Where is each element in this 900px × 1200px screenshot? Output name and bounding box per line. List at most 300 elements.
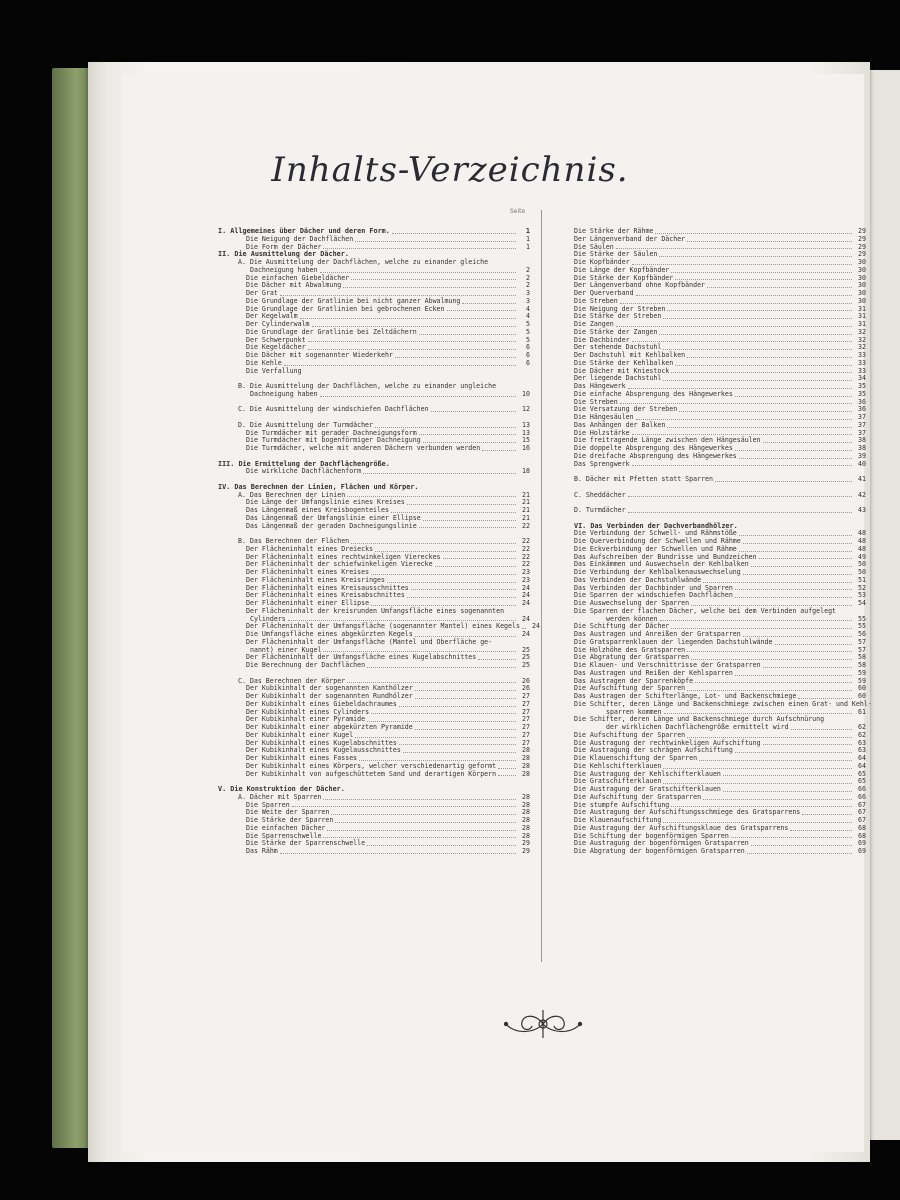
toc-entry-title: Die Stärke der Säulen — [574, 250, 658, 259]
toc-entry — [218, 368, 530, 376]
toc-leader-dots — [798, 698, 852, 699]
toc-entry-title: Der Kubikinhalt eines Fasses — [246, 754, 358, 762]
toc-page-number: 39 — [858, 451, 866, 460]
toc-leader-dots — [407, 597, 516, 598]
toc-entry-title: A. Das Berechnen der Linien — [238, 490, 346, 499]
toc-page-number: 27 — [522, 715, 530, 724]
toc-leader-dots — [367, 667, 516, 668]
toc-page-number: 31 — [858, 320, 866, 328]
toc-entry-title: Der Kubikinhalt einer Pyramide — [246, 715, 366, 724]
toc-entry — [218, 391, 530, 399]
toc-leader-dots — [347, 682, 516, 683]
toc-page-number: 30 — [858, 265, 866, 274]
toc-entry-title: Die Weite der Sparren — [246, 808, 330, 817]
toc-entry-title: Die Sparren — [246, 800, 290, 809]
toc-leader-dots — [707, 287, 852, 288]
toc-page-number: 63 — [858, 746, 866, 755]
toc-leader-dots — [331, 814, 516, 815]
toc-page-number: 22 — [522, 521, 530, 530]
toc-entry — [574, 848, 866, 856]
toc-entry-title: Die Turmdächer mit bogenförmiger Dachneigung — [246, 436, 421, 445]
toc-page-number: 24 — [522, 599, 530, 607]
toc-entry-title: Die Austragung der Kehlschifterklauen — [574, 769, 721, 778]
toc-leader-dots — [663, 822, 852, 823]
toc-leader-dots — [415, 690, 516, 691]
toc-page-number: 6 — [526, 351, 530, 359]
toc-leader-dots — [292, 806, 516, 807]
toc-page-number: 62 — [858, 723, 866, 731]
toc-entry-title: Die Klauen- und Verschnittrisse der Gratsparren — [574, 661, 761, 669]
toc-entry-title: Der Kubikinhalt einer Kugel — [246, 730, 354, 739]
toc-entry-title: Die Austragung der bogenförmigen Gratsparren — [574, 839, 749, 848]
toc-page-number: 24 — [522, 614, 530, 623]
toc-page-number: 27 — [522, 699, 530, 708]
toc-leader-dots — [723, 775, 852, 776]
toc-entry-title: Die Hängesäulen — [574, 413, 634, 421]
toc-leader-dots — [375, 427, 516, 428]
toc-entry-title: B. Das Berechnen der Flächen — [238, 537, 350, 545]
toc-entry — [218, 771, 530, 779]
toc-entry — [574, 313, 866, 321]
toc-leader-dots — [687, 651, 852, 652]
toc-entry — [574, 492, 866, 500]
toc-entry-title: Der Flächeninhalt eines Dreiecks — [246, 544, 374, 553]
toc-entry-title: C. Sheddächer — [574, 490, 626, 499]
toc-entry-title: Der Flächeninhalt einer Ellipse — [246, 599, 370, 607]
toc-page-number: 35 — [858, 389, 866, 398]
toc-page-number: 26 — [522, 676, 530, 685]
toc-leader-dots — [687, 241, 852, 242]
toc-entry-title: Die Stärke der Streben — [574, 312, 662, 321]
toc-leader-dots — [300, 318, 516, 319]
toc-leader-dots — [616, 326, 852, 327]
toc-entry-title: Die Sparren der flachen Dächer, welche bei dem Verbinden aufgelegt — [574, 606, 837, 615]
toc-entry-title: Die wirkliche Dachflächenform — [246, 467, 362, 476]
toc-entry-title: Die Streben — [574, 296, 618, 305]
toc-entry-title: B. Die Ausmittelung der Dachflächen, welche zu einander ungleiche — [238, 382, 497, 390]
toc-page-number: 18 — [522, 467, 530, 476]
toc-page-number: 13 — [522, 420, 530, 429]
toc-page-number: 28 — [522, 754, 530, 762]
toc-leader-dots — [735, 396, 852, 397]
toc-leader-dots — [628, 388, 852, 389]
toc-entry-title: Die einfachen Dächer — [246, 823, 326, 832]
toc-page-number: 28 — [522, 792, 530, 801]
toc-leader-dots — [415, 698, 516, 699]
toc-page-number: 28 — [522, 769, 530, 778]
toc-leader-dots — [735, 675, 852, 676]
toc-entry-title: nannt) einer Kugel — [250, 645, 322, 654]
toc-leader-dots — [628, 496, 852, 497]
toc-page-number: 22 — [522, 560, 530, 569]
toc-entry-title: IV. Das Berechnen der Linien, Flächen und Körper. — [218, 482, 419, 491]
toc-page-number: 66 — [858, 792, 866, 801]
toc-entry-title: Die Querverbindung der Schwellen und Rähme — [574, 537, 741, 545]
toc-leader-dots — [351, 543, 516, 544]
toc-entry-title: Der Grat — [246, 289, 278, 297]
toc-page-number: 29 — [522, 839, 530, 848]
toc-page-number: 64 — [858, 754, 866, 762]
toc-page-number: 59 — [858, 668, 866, 677]
toc-entry-title: Das Austragen und Anreißen der Gratsparren — [574, 630, 741, 638]
toc-page-number: 51 — [858, 575, 866, 584]
toc-entry-title: C. Die Ausmittelung der windschiefen Dachflächen — [238, 405, 429, 414]
toc-leader-dots — [359, 760, 516, 761]
toc-entry-title: Der Flächeninhalt eines rechtwinkeligen Viereckes — [246, 552, 441, 561]
toc-leader-dots — [419, 434, 516, 435]
toc-entry-title: Das Verbinden der Dachstuhlwände — [574, 575, 702, 584]
toc-leader-dots — [288, 620, 516, 621]
toc-page-number: 49 — [858, 552, 866, 561]
toc-page-number: 41 — [858, 475, 866, 483]
toc-entry-title: Der Flächeninhalt eines Kreisabschnittes — [246, 591, 405, 600]
toc-entry-title: Die Grundlage der Gratlinien bei gebrochenen Ecken — [246, 304, 445, 313]
toc-page-number: 12 — [522, 405, 530, 414]
toc-page-number: 55 — [858, 614, 866, 623]
toc-leader-dots — [415, 636, 516, 637]
toc-leader-dots — [739, 551, 852, 552]
toc-page-number: 48 — [858, 537, 866, 545]
toc-leader-dots — [763, 667, 852, 668]
toc-page-number: 13 — [522, 428, 530, 437]
toc-page-number: 31 — [858, 312, 866, 321]
toc-entry-title: Der Flächeninhalt der Umfangsfläche (sogenannter Mantel) eines Kegels — [246, 622, 520, 631]
toc-page-number: 64 — [858, 761, 866, 770]
toc-page-number: 48 — [858, 529, 866, 538]
toc-entry-title: Die Verfallung — [246, 366, 302, 375]
toc-page-number: 33 — [858, 358, 866, 367]
toc-leader-dots — [323, 799, 516, 800]
toc-page-number: 30 — [858, 289, 866, 297]
toc-page-number: 28 — [522, 823, 530, 832]
toc-page-number: 56 — [858, 630, 866, 638]
toc-page-number: 28 — [522, 808, 530, 817]
toc-entry-title: Der Querverband — [574, 289, 634, 297]
column-divider — [541, 210, 542, 962]
toc-leader-dots — [443, 558, 516, 559]
toc-entry-title: Das Längenmaß der geraden Dachneigungslinie — [246, 521, 417, 530]
toc-leader-dots — [423, 520, 516, 521]
toc-entry-title: Die Abgratung der bogenförmigen Gratsparren — [574, 847, 745, 855]
toc-entry — [218, 662, 530, 670]
toc-leader-dots — [763, 744, 852, 745]
toc-page-number: 2 — [526, 281, 530, 290]
toc-entry-title: Der Flächeninhalt der Umfangsfläche (Mantel und Oberfläche ge- — [246, 637, 493, 646]
toc-leader-dots — [731, 837, 852, 838]
toc-entry-title: Das Austragen und Reißen der Kehlsparren — [574, 668, 733, 677]
toc-leader-dots — [399, 706, 516, 707]
toc-entry — [574, 236, 866, 244]
toc-entry-title: C. Das Berechnen der Körper — [238, 676, 346, 685]
toc-leader-dots — [323, 837, 516, 838]
toc-page-number: 27 — [522, 723, 530, 731]
toc-entry-title: D. Die Ausmittelung der Turmdächer — [238, 420, 373, 429]
toc-page-number: 34 — [858, 374, 866, 383]
toc-leader-dots — [482, 450, 516, 451]
toc-entry-title: A. Die Ausmittelung der Dachflächen, welche zu einander gleiche — [238, 258, 489, 266]
toc-page-number: 68 — [858, 831, 866, 840]
toc-entry-title: Das Rähm — [246, 847, 278, 855]
toc-entry-title: Der Flächeninhalt eines Kreisausschnittes — [246, 583, 409, 592]
toc-page-number: 53 — [858, 591, 866, 600]
toc-entry-title: Der Kubikinhalt eines Cylinders — [246, 707, 370, 716]
toc-entry-title: Die Versatzung der Streben — [574, 405, 678, 414]
toc-leader-dots — [663, 768, 852, 769]
toc-entry-title: Die Stärke der Zangen — [574, 327, 658, 336]
toc-entry-title: Die Stärke der Sparren — [246, 816, 334, 824]
toc-leader-dots — [691, 659, 852, 660]
toc-entry-title: Die dreifache Absprengung des Hängewerkes — [574, 451, 737, 460]
toc-entry-title: Die Stärke der Sparrenschwelle — [246, 839, 366, 848]
page-title: Inhalts-Verzeichnis. — [271, 150, 629, 190]
toc-page-number: 22 — [522, 544, 530, 553]
toc-entry-title: Der Kubikinhalt einer abgekürzten Pyramide — [246, 723, 413, 731]
toc-page-number: 69 — [858, 847, 866, 855]
toc-page-number: 31 — [858, 304, 866, 313]
toc-entry-title: Die Austragung der schrägen Aufschiftung — [574, 746, 733, 755]
toc-entry-title: Die Klauenschiftung der Sparren — [574, 754, 698, 762]
toc-entry-title: Das Längenmaß der Umfangslinie einer Ellipse — [246, 513, 421, 522]
toc-page-number: 67 — [858, 800, 866, 809]
toc-leader-dots — [355, 737, 516, 738]
toc-leader-dots — [687, 737, 852, 738]
toc-entry — [218, 468, 530, 476]
toc-leader-dots — [323, 248, 516, 249]
toc-leader-dots — [620, 403, 852, 404]
toc-leader-dots — [620, 303, 852, 304]
toc-page-number: 2 — [526, 265, 530, 274]
toc-entry-title: Die Kehlschifterklauen — [574, 761, 662, 770]
toc-page-number: 54 — [858, 599, 866, 607]
toc-leader-dots — [327, 830, 516, 831]
toc-page-number: 50 — [858, 560, 866, 569]
toc-page-number: 30 — [858, 273, 866, 282]
toc-page-number: 21 — [522, 513, 530, 522]
toc-leader-dots — [498, 775, 516, 776]
toc-leader-dots — [667, 310, 852, 311]
toc-entry-title: Der Flächeninhalt eines Kreisringes — [246, 575, 385, 584]
toc-entry-title: Die Kehle — [246, 358, 282, 367]
toc-page-number: 24 — [522, 583, 530, 592]
toc-entry-title: Die Abgratung der Gratsparren — [574, 653, 690, 662]
toc-leader-dots — [802, 814, 852, 815]
toc-page-number: 57 — [858, 645, 866, 654]
toc-leader-dots — [691, 605, 852, 606]
toc-leader-dots — [663, 380, 852, 381]
toc-entry-title: Der Kubikinhalt von aufgeschüttetem Sand und derartigen Körpern — [246, 769, 497, 778]
toc-leader-dots — [335, 822, 516, 823]
toc-page-number: 58 — [858, 653, 866, 662]
toc-entry-title: Das Verbinden der Dachbinder und Sparren — [574, 583, 733, 592]
toc-entry-title: Das Anhängen der Balken — [574, 420, 666, 429]
book-cover-edge — [52, 68, 92, 1148]
toc-left-column — [218, 227, 540, 856]
toc-leader-dots — [411, 589, 516, 590]
toc-leader-dots — [355, 241, 516, 242]
toc-page-number: 5 — [526, 327, 530, 336]
toc-entry-title: Die einfachen Giebeldächer — [246, 273, 350, 282]
toc-entry-title: Die Aufschiftung der Sparren — [574, 730, 686, 739]
toc-leader-dots — [687, 357, 852, 358]
toc-page-number: 65 — [858, 777, 866, 786]
toc-leader-dots — [663, 783, 852, 784]
toc-entry-title: Die Stärke der Rähme — [574, 227, 654, 235]
toc-entry — [574, 476, 866, 484]
page-col-label-left: Seite — [510, 208, 526, 215]
toc-entry-title: V. Die Konstruktion der Dächer. — [218, 785, 345, 793]
toc-entry-title: Die Turmdächer mit gerader Dachneigungsform — [246, 428, 417, 437]
toc-leader-dots — [671, 272, 852, 273]
toc-leader-dots — [703, 582, 852, 583]
toc-leader-dots — [671, 806, 852, 807]
toc-leader-dots — [671, 372, 852, 373]
toc-entry-title: der wirklichen Dachflächengröße ermittelt wird — [606, 723, 789, 731]
toc-leader-dots — [790, 830, 852, 831]
toc-entry-title: Die Streben — [574, 397, 618, 406]
toc-leader-dots — [308, 341, 516, 342]
toc-leader-dots — [308, 349, 516, 350]
toc-page-number: 29 — [858, 227, 866, 235]
toc-entry-title: Die Dächer mit Kniestock — [574, 366, 670, 375]
toc-leader-dots — [351, 279, 516, 280]
toc-page-number: 42 — [858, 490, 866, 499]
toc-page-number: 30 — [858, 258, 866, 266]
toc-leader-dots — [423, 442, 516, 443]
toc-page-number: 32 — [858, 327, 866, 336]
toc-page-number: 60 — [858, 684, 866, 693]
toc-entry-title: Das Austragen der Schifterlänge, Lot- und Backenschmiege — [574, 692, 797, 700]
toc-entry-title: Der Kubikinhalt eines Giebeldachraumes — [246, 699, 397, 708]
toc-leader-dots — [735, 752, 852, 753]
toc-leader-dots — [663, 318, 852, 319]
toc-entry-title: Die Säulen — [574, 242, 614, 251]
toc-leader-dots — [735, 589, 852, 590]
toc-page-number: 33 — [858, 366, 866, 375]
toc-entry-title: Die Gratschifterklauen — [574, 777, 662, 786]
toc-leader-dots — [387, 582, 516, 583]
toc-page-number: 25 — [522, 661, 530, 669]
toc-leader-dots — [739, 458, 852, 459]
toc-entry — [218, 406, 530, 414]
toc-leader-dots — [655, 233, 852, 234]
toc-leader-dots — [632, 434, 852, 435]
toc-page-number: 27 — [522, 692, 530, 700]
toc-entry-title: Der Schwerpunkt — [246, 335, 306, 344]
toc-page-number: 21 — [522, 490, 530, 499]
toc-page-number: 61 — [858, 707, 866, 716]
toc-entry-title: Die Gratsparrenklauen der liegenden Dachstuhlwände — [574, 637, 773, 646]
toc-page-number: 33 — [858, 351, 866, 359]
toc-leader-dots — [367, 721, 516, 722]
toc-entry-title: Der Längenverband ohne Kopfbänder — [574, 281, 706, 290]
toc-entry-title: B. Dächer mit Pfetten statt Sparren — [574, 475, 713, 483]
toc-page-number: 25 — [522, 645, 530, 654]
toc-page-number: 21 — [522, 506, 530, 514]
toc-page-number: 69 — [858, 839, 866, 848]
toc-entry-title: Die Form der Dächer — [246, 242, 322, 251]
toc-leader-dots — [431, 411, 516, 412]
toc-page-number: 25 — [522, 653, 530, 662]
toc-page-number: 1 — [525, 227, 530, 235]
toc-page-number: 62 — [858, 730, 866, 739]
toc-page-number: 5 — [526, 320, 530, 328]
toc-leader-dots — [659, 334, 852, 335]
toc-entry-title: Die Schifter, deren Länge und Backenschmiege zwischen einen Grat- und Kehl- — [574, 699, 872, 708]
toc-entry-title: Die Stärke der Kopfbänder — [574, 273, 674, 282]
toc-page-number: 24 — [522, 591, 530, 600]
toc-entry-title: Die Eckverbindung der Schwellen und Rähme — [574, 544, 737, 553]
toc-entry-title: III. Die Ermittelung der Dachflächengröße. — [218, 459, 390, 468]
toc-page-number: 22 — [522, 552, 530, 561]
toc-page-number: 21 — [522, 498, 530, 507]
toc-entry — [218, 848, 530, 856]
toc-leader-dots — [695, 682, 852, 683]
toc-entry-title: Der Kubikinhalt eines Kugelausschnittes — [246, 746, 401, 755]
toc-page-number: 26 — [522, 684, 530, 693]
toc-entry-title: Die freitragende Länge zwischen den Hängesäulen — [574, 436, 761, 445]
toc-page-number: 55 — [858, 622, 866, 631]
toc-entry-title: I. Allgemeines über Dächer und deren Form. — [218, 227, 390, 235]
toc-leader-dots — [791, 729, 852, 730]
toc-leader-dots — [371, 605, 516, 606]
toc-page-number: 67 — [858, 808, 866, 817]
toc-leader-dots — [280, 853, 516, 854]
toc-entry-title: Die Verbindung der Kehlbalkenauswechselung — [574, 568, 741, 576]
toc-page-number: 15 — [522, 436, 530, 445]
toc-page-number: 5 — [526, 335, 530, 344]
toc-page-number: 6 — [526, 358, 530, 367]
toc-entry-title: Der Flächeninhalt der kreisrunden Umfangsfläche eines sogenannten — [246, 606, 505, 615]
toc-leader-dots — [660, 620, 852, 621]
toc-entry-title: Die Dächer mit Abwalmung — [246, 281, 342, 290]
toc-entry-title: Das Aufschreiben der Bundrisse und Bundzeichen — [574, 552, 757, 561]
toc-leader-dots — [347, 496, 516, 497]
toc-leader-dots — [435, 566, 516, 567]
toc-page-number: 23 — [522, 568, 530, 576]
toc-page-number: 10 — [522, 389, 530, 398]
toc-entry-title: Die Holzhöhe des Gratsparren — [574, 645, 686, 654]
toc-page-number: 4 — [526, 312, 530, 321]
toc-leader-dots — [343, 287, 516, 288]
toc-page-number: 27 — [522, 730, 530, 739]
toc-page-number: 24 — [522, 630, 530, 638]
toc-leader-dots — [363, 473, 516, 474]
toc-page-number: 3 — [526, 289, 530, 297]
toc-leader-dots — [739, 535, 852, 536]
toc-leader-dots — [280, 295, 516, 296]
toc-leader-dots — [367, 845, 516, 846]
toc-page-number: 50 — [858, 568, 866, 576]
toc-entry-title: Die Austragung der Gratschifterklauen — [574, 785, 721, 793]
toc-page-number: 37 — [858, 428, 866, 437]
toc-leader-dots — [747, 853, 852, 854]
toc-entry-title: Der stehende Dachstuhl — [574, 343, 662, 352]
toc-entry — [574, 507, 866, 515]
toc-leader-dots — [679, 411, 852, 412]
toc-entry-title: Die Grundlage der Gratlinie bei nicht ganzer Abwalmung — [246, 296, 461, 305]
toc-leader-dots — [663, 349, 852, 350]
toc-entry-title: Das Einkämmen und Auswechseln der Kehlbalken — [574, 560, 749, 569]
toc-leader-dots — [407, 504, 516, 505]
toc-entry-title: Die Länge der Umfangslinie eines Kreises — [246, 498, 405, 507]
toc-page-number: 67 — [858, 816, 866, 824]
toc-entry-title: Der Flächeninhalt eines Kreises — [246, 568, 370, 576]
toc-leader-dots — [478, 659, 516, 660]
toc-entry-title: Der liegende Dachstuhl — [574, 374, 662, 383]
toc-leader-dots — [284, 365, 516, 366]
toc-page-number: 28 — [522, 746, 530, 755]
toc-leader-dots — [743, 543, 852, 544]
